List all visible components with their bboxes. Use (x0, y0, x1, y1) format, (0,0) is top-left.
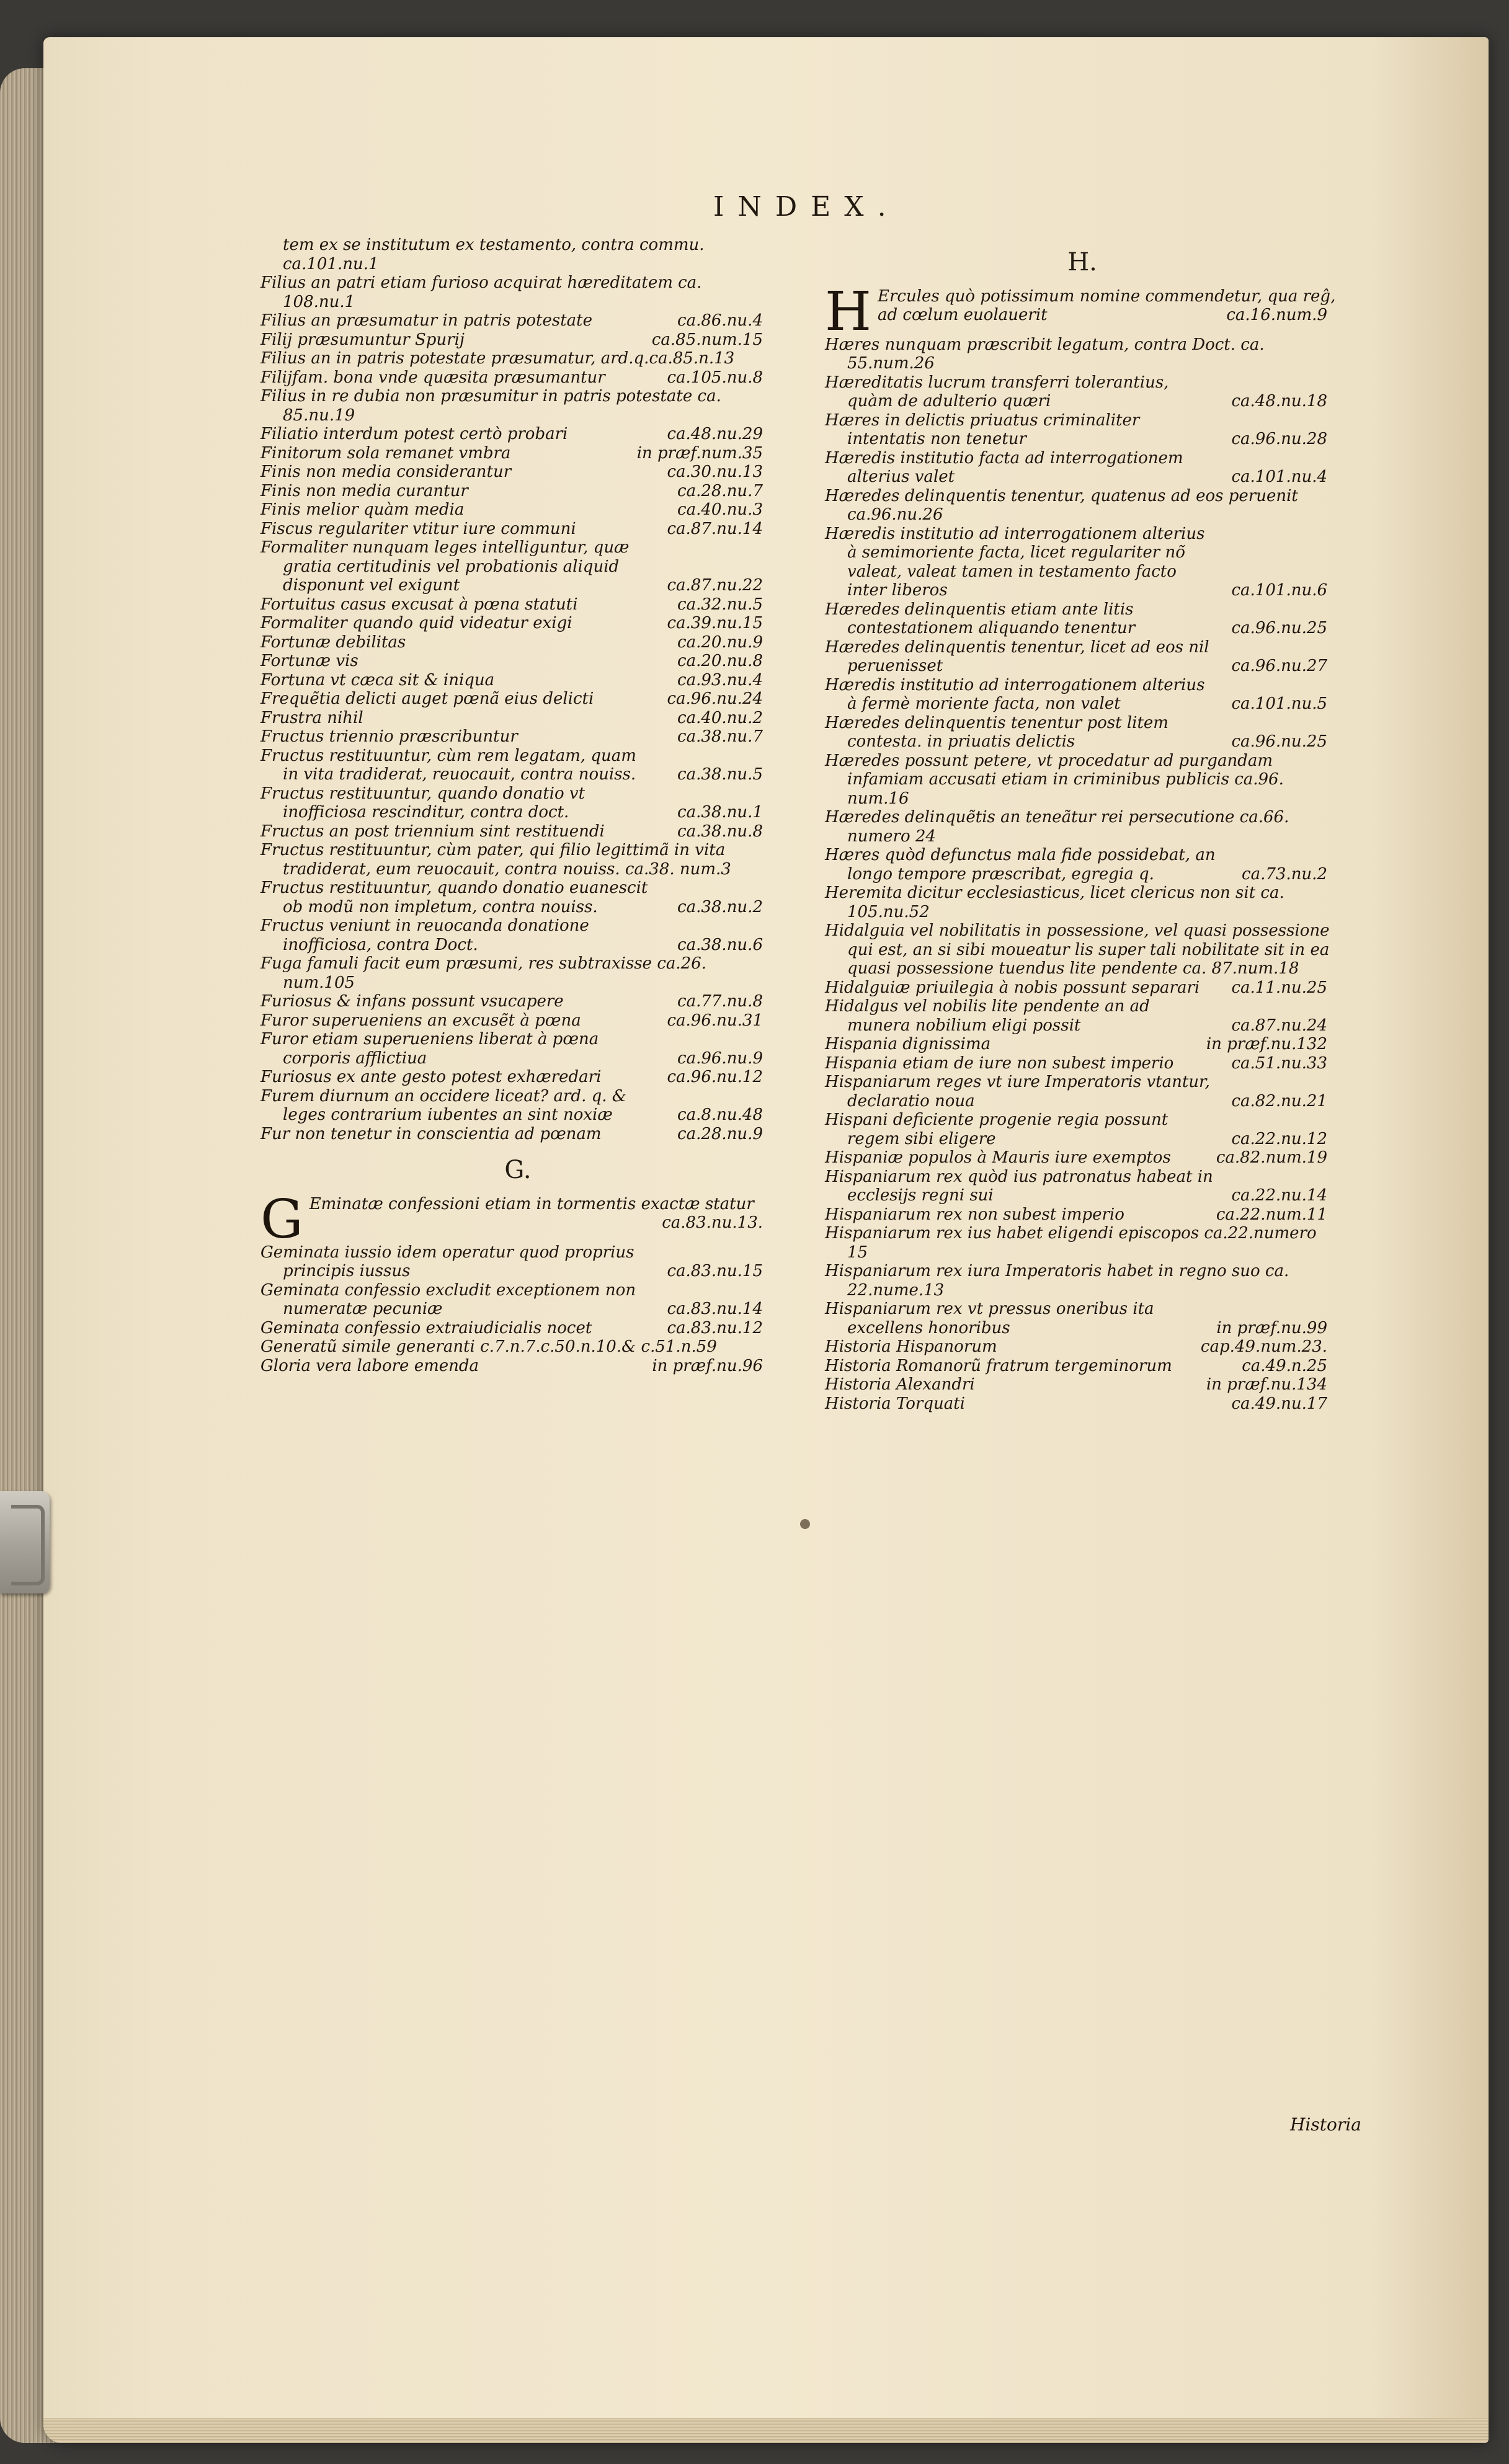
drop-initial: G (260, 1194, 303, 1242)
index-entry (260, 784, 775, 822)
index-entry-first (260, 1195, 775, 1242)
entry-reference: ca.77.nu.8 (677, 992, 763, 1011)
index-entry (260, 520, 775, 539)
entry-text: Finis non media considerantur (260, 463, 512, 481)
index-entry (825, 1300, 1340, 1337)
index-entry (825, 638, 1340, 676)
entry-reference: ca.83.nu.15 (667, 1262, 763, 1280)
entry-text: Hæredes delinquẽtis an teneãtur rei persecutione ca.66. numero 24 (825, 808, 1289, 846)
entry-reference: ca.96.nu.27 (1231, 657, 1327, 675)
index-entry (260, 709, 775, 728)
entry-reference: ca.22.nu.14 (1231, 1186, 1327, 1205)
entry-text: Gloria vera labore emenda (260, 1356, 479, 1375)
index-entry (260, 954, 775, 992)
index-entry (260, 1068, 775, 1087)
entry-reference: ca.40.nu.2 (677, 708, 763, 727)
metal-clip (0, 1491, 50, 1593)
entry-text: Fur non tenetur in conscientia ad pœnam (260, 1124, 602, 1143)
entry-reference: ca.101.nu.5 (1231, 694, 1327, 713)
index-entry (260, 916, 775, 954)
entry-text: Hæredes delinquentis tenentur, quatenus ad eos peruenit ca.96.nu.26 (825, 486, 1298, 524)
index-entry (260, 614, 775, 633)
entry-text: Fructus restituuntur, cùm rem legatam, quam in vita tradiderat, reuocauit, contra nouiss. (260, 746, 636, 784)
index-entry (260, 444, 775, 463)
entry-reference: ca.96.nu.25 (1231, 619, 1327, 637)
index-entry (825, 411, 1340, 449)
entry-text: Historia Romanorũ fratrum tergeminorum (825, 1356, 1172, 1375)
entry-reference: ca.82.nu.21 (1231, 1091, 1327, 1110)
entry-text: Finis non media curantur (260, 481, 468, 500)
entry-text: Furor superueniens an excusẽt à pœna (260, 1011, 581, 1030)
index-entry (260, 463, 775, 482)
index-entry (260, 1357, 775, 1376)
entry-text: Fructus veniunt in reuocanda donatione inofficiosa, contra Doct. (260, 916, 589, 954)
entry-text: Fructus an post triennium sint restituendi (260, 822, 605, 841)
index-entry (260, 822, 775, 841)
entry-reference: ca.51.nu.33 (1231, 1053, 1327, 1073)
entry-reference: ca.48.nu.29 (667, 425, 763, 443)
index-entry (825, 676, 1340, 714)
entry-text: Geminata iussio idem operatur quod proprius principis iussus (260, 1243, 634, 1280)
index-entry (260, 387, 775, 425)
index-entry (260, 273, 775, 311)
entry-reference: ca.38.nu.8 (677, 822, 763, 841)
entry-reference: ca.87.nu.24 (1231, 1016, 1327, 1035)
entry-text: Filijfam. bona vnde quæsita præsumantur (260, 368, 605, 387)
index-entry (825, 846, 1340, 884)
entry-text: Fructus restituuntur, quando donatio euanescit ob modũ non impletum, contra nouiss. (260, 879, 648, 916)
index-entry (260, 1337, 775, 1357)
entry-reference: ca.96.nu.28 (1231, 430, 1327, 448)
index-entry (825, 1054, 1340, 1073)
entry-reference: ca.86.nu.4 (677, 311, 763, 330)
entry-reference: ca.38.nu.6 (677, 935, 763, 954)
index-entry (825, 487, 1340, 525)
index-entry (825, 1073, 1340, 1110)
entry-text: Historia Alexandri (825, 1375, 975, 1394)
entry-reference: ca.49.n.25 (1242, 1356, 1327, 1375)
entry-text: Historia Torquati (825, 1394, 966, 1413)
index-entry (825, 1110, 1340, 1148)
index-entry (825, 1337, 1340, 1357)
index-entry (825, 1262, 1340, 1300)
index-entry (260, 311, 775, 330)
index-entry (825, 714, 1340, 751)
entry-text: Hispani deficiente progenie regia possunt regem sibi eligere (825, 1110, 1168, 1148)
section-letter-heading: H. (1067, 248, 1097, 277)
index-entry (260, 1011, 775, 1030)
entry-reference: ca.101.nu.4 (1231, 468, 1327, 486)
entry-reference: ca.38.nu.7 (677, 727, 763, 746)
entry-text: Filius an in patris potestate præsumatur, ard.q.ca.85.n.13 (260, 349, 735, 368)
entry-text: Eminatæ confessioni etiam in tormentis exactæ statur (309, 1194, 754, 1213)
index-entry (825, 884, 1340, 921)
page-header: INDEX. (713, 191, 900, 223)
entry-reference: ca.38.nu.5 (677, 765, 763, 784)
entry-reference: ca.93.nu.4 (677, 670, 763, 689)
entry-text: Hispaniæ populos à Mauris iure exemptos (825, 1148, 1171, 1167)
index-entry (825, 1375, 1340, 1394)
entry-text: Finitorum sola remanet vmbra (260, 443, 511, 463)
entry-text: Finis melior quàm media (260, 500, 465, 519)
entry-text: Fortuitus casus excusat à pœna statuti (260, 595, 578, 614)
entry-text: Geminata confessio extraiudicialis nocet (260, 1318, 592, 1337)
index-entry (825, 373, 1340, 411)
index-entry (260, 633, 775, 652)
index-entry-first (825, 287, 1340, 334)
entry-text: Generatũ simile generanti c.7.n.7.c.50.n.10.& c.51.n.59 (260, 1337, 717, 1356)
entry-text: Formaliter quando quid videatur exigi (260, 614, 572, 632)
entry-text: Historia Hispanorum (825, 1337, 997, 1356)
entry-text: Hæredis institutio ad interrogationem alterius à fermè moriente facta, non valet (825, 675, 1205, 713)
index-entry (825, 808, 1340, 846)
index-entry (260, 500, 775, 520)
index-entry (260, 841, 775, 879)
index-entry (260, 689, 775, 709)
entry-text: Fortunæ debilitas (260, 632, 406, 652)
index-entry (260, 727, 775, 747)
entry-text: Ercules quò potissimum nomine commendetur, qua reĝ, ad cœlum euolauerit (878, 286, 1336, 324)
entry-text: Hidalguia vel nobilitatis in possessione, vel quasi possessione qui est, an si sibi moueatur lis super tali nobilitate sit in ea quasi possessione tuendus lite pendente ca. 87.num.18 (825, 921, 1330, 978)
entry-text: Furem diurnum an occidere liceat? ard. q. & leges contrarium iubentes an sint noxiæ (260, 1086, 626, 1124)
entry-text: Furiosus & infans possunt vsucapere (260, 992, 564, 1011)
entry-text: Hispaniarum rex quòd ius patronatus habeat in ecclesijs regni sui (825, 1167, 1213, 1205)
entry-reference: ca.40.nu.3 (677, 500, 763, 519)
entry-text: Frustra nihil (260, 708, 363, 727)
index-entry (260, 255, 775, 274)
left-column (260, 236, 775, 1375)
index-entry (260, 1087, 775, 1125)
entry-text: Hæredis institutio ad interrogationem alterius à semimoriente facta, licet regulariter nõ valeat, valeat tamen in testamento facto inter liberos (825, 524, 1205, 600)
index-entry (260, 671, 775, 690)
entry-text: Hispaniarum rex vt pressus oneribus ita excellens honoribus (825, 1300, 1154, 1337)
entry-reference: in præf.nu.134 (1206, 1375, 1327, 1394)
entry-reference: ca.85.num.15 (651, 330, 763, 349)
index-entry (825, 1224, 1340, 1262)
catchword: Historia (1290, 2114, 1361, 2135)
entry-text: Fructus restituuntur, cùm pater, qui filio legittimã in vita tradiderat, eum reuocauit, contra nouiss. ca.38. num.3 (260, 841, 731, 879)
entry-reference: ca.83.nu.14 (667, 1300, 763, 1318)
index-entry (260, 1125, 775, 1144)
entry-text: Hæreditatis lucrum transferri tolerantius, quàm de adulterio quæri (825, 373, 1169, 410)
index-entry (260, 482, 775, 501)
index-entry (260, 1030, 775, 1068)
index-entry (825, 997, 1340, 1035)
entry-text: Filij præsumuntur Spurij (260, 330, 465, 349)
entry-reference: ca.83.nu.13. (662, 1213, 763, 1232)
entry-text: Hæredes delinquentis tenentur post litem contesta. in priuatis delictis (825, 713, 1168, 751)
entry-reference: ca.83.nu.12 (667, 1318, 763, 1337)
entry-text: Hispania dignissima (825, 1035, 991, 1053)
entry-reference: ca.101.nu.6 (1231, 581, 1327, 600)
entry-reference: ca.20.nu.8 (677, 652, 763, 670)
entry-text: Hispaniarum reges vt iure Imperatoris vtantur, declaratio noua (825, 1073, 1210, 1110)
ink-spot (800, 1519, 810, 1529)
entry-reference: ca.28.nu.7 (677, 481, 763, 500)
index-entry (260, 595, 775, 614)
entry-reference: ca.11.nu.25 (1231, 978, 1327, 997)
entry-reference: ca.38.nu.1 (677, 803, 763, 822)
index-entry (825, 921, 1340, 978)
right-column (825, 236, 1340, 1413)
index-entry (825, 600, 1340, 638)
entry-text: ca.101.nu.1 (283, 254, 379, 273)
entry-reference: ca.32.nu.5 (677, 595, 763, 614)
entry-reference: ca.38.nu.2 (677, 897, 763, 916)
entry-text: Fortunæ vis (260, 652, 358, 670)
index-entry (825, 978, 1340, 998)
entry-text: Filius in re dubia non præsumitur in patris potestate ca. 85.nu.19 (260, 387, 721, 425)
entry-reference: ca.87.nu.22 (667, 576, 763, 595)
entry-text: Fructus restituuntur, quando donatio vt inofficiosa rescinditur, contra doct. (260, 784, 585, 822)
entry-text: Hispania etiam de iure non subest imperio (825, 1053, 1174, 1073)
entry-text: Hæredis institutio facta ad interrogationem alterius valet (825, 448, 1183, 486)
entry-text: Fuga famuli facit eum præsumi, res subtraxisse ca.26. num.105 (260, 954, 706, 992)
entry-reference: in præf.nu.99 (1216, 1318, 1327, 1337)
index-entry (260, 747, 775, 784)
entry-reference: ca.105.nu.8 (667, 368, 763, 387)
entry-reference: ca.96.nu.9 (677, 1048, 763, 1068)
index-entry (825, 1357, 1340, 1376)
entry-reference: ca.22.nu.12 (1231, 1129, 1327, 1148)
entry-reference: ca.96.nu.25 (1231, 732, 1327, 751)
entry-reference: ca.16.num.9 (1226, 306, 1327, 324)
index-entry (825, 525, 1340, 600)
entry-reference: ca.49.nu.17 (1231, 1394, 1327, 1413)
entry-text: Geminata confessio excludit exceptionem non numeratæ pecuniæ (260, 1280, 636, 1318)
entry-text: Fortuna vt cæca sit & iniqua (260, 670, 495, 689)
entry-text: Filius an præsumatur in patris potestate (260, 311, 593, 330)
index-entry (260, 1281, 775, 1319)
entry-text: Furor etiam superueniens liberat à pœna corporis afflictiua (260, 1030, 599, 1068)
entry-reference: ca.82.num.19 (1216, 1148, 1327, 1167)
index-entry (260, 992, 775, 1011)
section-letter-heading: G. (504, 1156, 532, 1184)
entry-text: Hidalguiæ priuilegia à nobis possunt separari (825, 978, 1200, 997)
entry-text: Hispaniarum rex iura Imperatoris habet in regno suo ca. 22.nume.13 (825, 1262, 1289, 1300)
index-entry (825, 751, 1340, 809)
entry-reference: ca.48.nu.18 (1231, 392, 1327, 410)
entry-reference: ca.28.nu.9 (677, 1124, 763, 1143)
entry-text: Hæredes delinquentis tenentur, licet ad eos nil peruenisset (825, 637, 1209, 675)
entry-reference: ca.96.nu.24 (667, 689, 763, 708)
index-entry (260, 652, 775, 671)
entry-reference: ca.30.nu.13 (667, 463, 763, 481)
index-entry (260, 425, 775, 444)
index-entry (260, 879, 775, 916)
entry-text: Hispaniarum rex ius habet eligendi episcopos ca.22.numero 15 (825, 1224, 1317, 1262)
entry-reference: in præf.nu.132 (1206, 1035, 1327, 1053)
index-entry (260, 368, 775, 388)
entry-text: Heremita dicitur ecclesiasticus, licet clericus non sit ca. 105.nu.52 (825, 884, 1284, 921)
entry-text: Fructus triennio præscribuntur (260, 727, 518, 746)
entry-reference: ca.22.num.11 (1216, 1205, 1327, 1224)
entry-reference: ca.96.nu.31 (667, 1011, 763, 1030)
entry-text: tem ex se institutum ex testamento, contra commu. (283, 236, 705, 254)
entry-reference: cap.49.num.23. (1200, 1337, 1327, 1356)
index-entry (260, 349, 775, 368)
index-entry (825, 1035, 1340, 1054)
entry-text: Fiscus regulariter vtitur iure communi (260, 519, 576, 538)
entry-text: Hispaniarum rex non subest imperio (825, 1205, 1124, 1224)
index-entry (825, 1394, 1340, 1414)
entry-text: Formaliter nunquam leges intelliguntur, quæ gratia certitudinis vel probationis aliquid disponunt vel exigunt (260, 538, 630, 595)
index-entry (825, 1205, 1340, 1225)
entry-text: Hæredes possunt petere, vt procedatur ad purgandam infamiam accusati etiam in criminibus publicis ca.96. num.16 (825, 751, 1284, 808)
entry-text: Hæres in delictis priuatus criminaliter intentatis non tenetur (825, 410, 1140, 448)
entry-reference: ca.96.nu.12 (667, 1068, 763, 1086)
index-entry (825, 1148, 1340, 1168)
index-entry (260, 236, 775, 255)
entry-reference: ca.39.nu.15 (667, 614, 763, 632)
index-entry (260, 1243, 775, 1281)
entry-reference: ca.87.nu.14 (667, 519, 763, 538)
entry-reference: ca.73.nu.2 (1242, 864, 1327, 884)
entry-text: Furiosus ex ante gesto potest exhæredari (260, 1068, 602, 1086)
entry-text: Hæredes delinquentis etiam ante litis contestationem aliquando tenentur (825, 600, 1136, 637)
index-entry (825, 449, 1340, 487)
entry-text: Filiatio interdum potest certò probari (260, 425, 568, 443)
entry-reference: in præf.nu.96 (652, 1356, 763, 1375)
entry-reference: ca.20.nu.9 (677, 632, 763, 652)
entry-reference: ca.8.nu.48 (677, 1106, 763, 1124)
index-entry (260, 1319, 775, 1338)
entry-text: Hæres nunquam præscribit legatum, contra Doct. ca. 55.num.26 (825, 335, 1265, 373)
entry-reference: in præf.num.35 (636, 443, 763, 463)
index-entry (825, 1168, 1340, 1205)
index-entry (260, 330, 775, 350)
index-entry (260, 538, 775, 595)
index-entry (825, 335, 1340, 373)
entry-text: Frequẽtia delicti auget pœnã eius delicti (260, 689, 594, 708)
drop-initial: H (825, 286, 871, 334)
entry-text: Filius an patri etiam furioso acquirat hæreditatem ca. 108.nu.1 (260, 273, 702, 311)
book-page-bottom-edge (43, 2418, 1489, 2443)
entry-text: Hæres quòd defunctus mala fide possidebat, an longo tempore præscribat, egregia q. (825, 846, 1216, 884)
entry-text: Hidalgus vel nobilis lite pendente an ad munera nobilium eligi possit (825, 997, 1150, 1035)
